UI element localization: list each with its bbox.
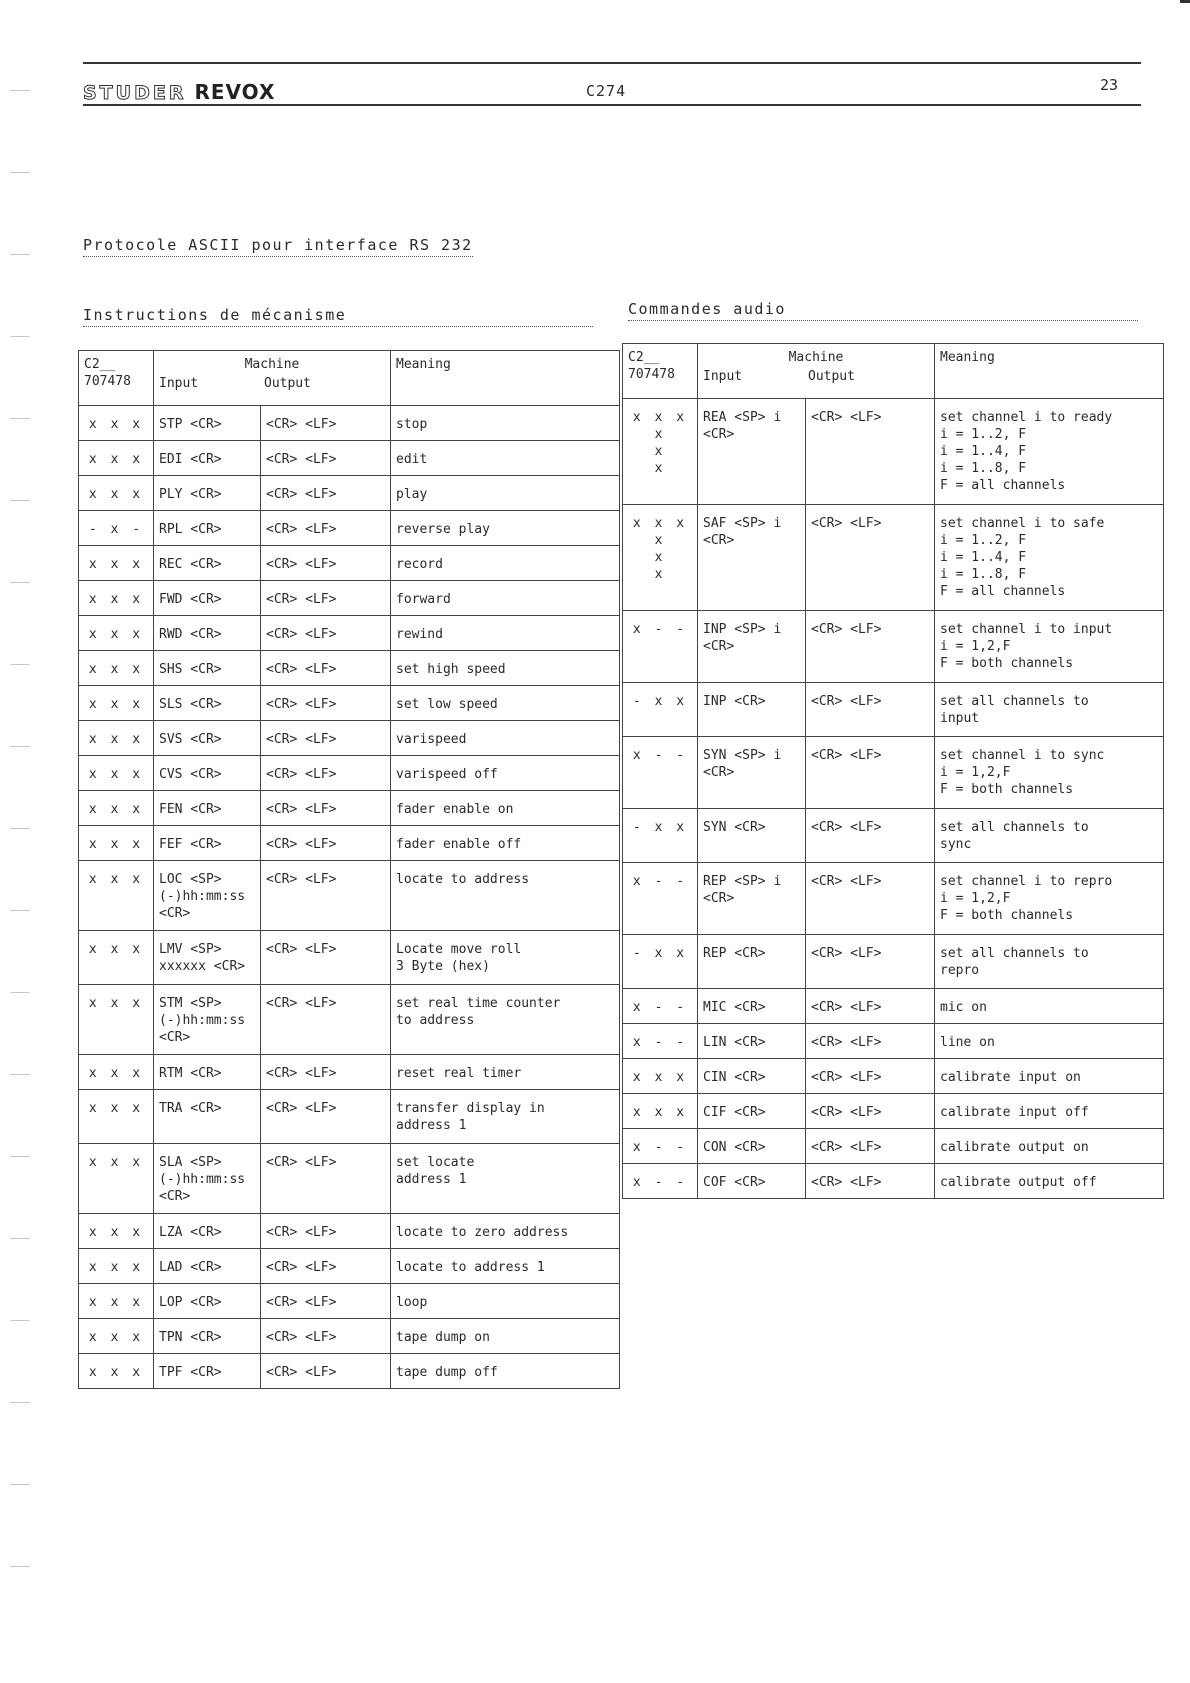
meaning-cell: Locate move roll 3 Byte (hex): [391, 931, 620, 985]
margin-tick: [10, 418, 30, 419]
meaning-cell: set channel i to sync i = 1,2,F F = both channels: [935, 737, 1164, 809]
table-row: [623, 935, 1164, 989]
meaning-cell: set low speed: [391, 686, 620, 721]
output-cell: <CR> <LF>: [261, 756, 391, 791]
table-row: [79, 406, 620, 441]
input-cell: INP <SP> i <CR>: [698, 611, 806, 683]
output-cell: <CR> <LF>: [261, 511, 391, 546]
output-cell: <CR> <LF>: [806, 935, 935, 989]
table-row: [623, 1164, 1164, 1199]
output-cell: <CR> <LF>: [261, 1249, 391, 1284]
table-row: [79, 721, 620, 756]
output-cell: <CR> <LF>: [261, 441, 391, 476]
meaning-cell: set all channels to repro: [935, 935, 1164, 989]
meaning-cell: stop: [391, 406, 620, 441]
models-cell: x x x: [623, 1059, 698, 1094]
table-row: [79, 441, 620, 476]
output-cell: <CR> <LF>: [806, 611, 935, 683]
output-cell: <CR> <LF>: [261, 826, 391, 861]
models-cell: x - -: [623, 1164, 698, 1199]
meaning-cell: set locate address 1: [391, 1144, 620, 1214]
margin-tick: [10, 336, 30, 337]
models-cell: x x x: [79, 1090, 154, 1144]
output-cell: <CR> <LF>: [806, 989, 935, 1024]
models-cell: x x x: [79, 721, 154, 756]
input-cell: STP <CR>: [154, 406, 261, 441]
models-cell: x x x: [79, 441, 154, 476]
models-cell: x x x: [79, 1249, 154, 1284]
meaning-cell: tape dump off: [391, 1354, 620, 1389]
output-cell: <CR> <LF>: [261, 861, 391, 931]
meaning-cell: forward: [391, 581, 620, 616]
models-cell: x x x: [79, 1319, 154, 1354]
meaning-cell: record: [391, 546, 620, 581]
meaning-cell: calibrate input off: [935, 1094, 1164, 1129]
input-cell: CVS <CR>: [154, 756, 261, 791]
meaning-cell: transfer display in address 1: [391, 1090, 620, 1144]
meaning-cell: set real time counter to address: [391, 985, 620, 1055]
margin-tick: [10, 172, 30, 173]
input-label: Input: [159, 376, 199, 391]
table-header-row: [623, 344, 1164, 399]
models-cell: x - -: [623, 863, 698, 935]
input-cell: TPN <CR>: [154, 1319, 261, 1354]
models-cell: x x x: [79, 1354, 154, 1389]
models-cell: x x x: [79, 546, 154, 581]
output-cell: <CR> <LF>: [806, 1129, 935, 1164]
meaning-cell: rewind: [391, 616, 620, 651]
mechanism-heading: Instructions de mécanisme: [83, 306, 593, 327]
table-row: [623, 1059, 1164, 1094]
models-cell: x - -: [623, 989, 698, 1024]
machine-label: Machine: [244, 357, 300, 372]
table-row: [79, 826, 620, 861]
meaning-cell: tape dump on: [391, 1319, 620, 1354]
meaning-cell: set channel i to input i = 1,2,F F = both channels: [935, 611, 1164, 683]
output-cell: <CR> <LF>: [261, 686, 391, 721]
meaning-cell: calibrate output on: [935, 1129, 1164, 1164]
table-row: [79, 581, 620, 616]
model-number: C274: [586, 82, 627, 100]
output-cell: <CR> <LF>: [806, 1164, 935, 1199]
input-cell: RPL <CR>: [154, 511, 261, 546]
table-row: [79, 1319, 620, 1354]
input-cell: TPF <CR>: [154, 1354, 261, 1389]
output-cell: <CR> <LF>: [261, 1144, 391, 1214]
margin-tick: [10, 582, 30, 583]
input-cell: RWD <CR>: [154, 616, 261, 651]
margin-tick: [10, 90, 30, 91]
table-row: [623, 809, 1164, 863]
margin-tick: [10, 746, 30, 747]
input-cell: LOC <SP> (-)hh:mm:ss <CR>: [154, 861, 261, 931]
models-cell: x - -: [623, 1129, 698, 1164]
input-cell: REA <SP> i <CR>: [698, 399, 806, 505]
output-cell: <CR> <LF>: [261, 1354, 391, 1389]
input-cell: TRA <CR>: [154, 1090, 261, 1144]
input-cell: REC <CR>: [154, 546, 261, 581]
table-row: [79, 1214, 620, 1249]
input-cell: RTM <CR>: [154, 1055, 261, 1090]
output-label: Output: [264, 376, 311, 391]
meaning-cell: play: [391, 476, 620, 511]
margin-ticks: [10, 0, 32, 1683]
table-row: [79, 1354, 620, 1389]
meaning-header: Meaning: [935, 344, 1164, 399]
input-cell: SHS <CR>: [154, 651, 261, 686]
models-cell: x x x: [79, 686, 154, 721]
output-cell: <CR> <LF>: [806, 1094, 935, 1129]
meaning-cell: set all channels to sync: [935, 809, 1164, 863]
output-cell: <CR> <LF>: [806, 399, 935, 505]
input-cell: LMV <SP> xxxxxx <CR>: [154, 931, 261, 985]
output-cell: <CR> <LF>: [806, 863, 935, 935]
meaning-cell: loop: [391, 1284, 620, 1319]
input-label: Input: [703, 369, 743, 384]
meaning-cell: set channel i to repro i = 1,2,F F = both channels: [935, 863, 1164, 935]
input-cell: REP <SP> i <CR>: [698, 863, 806, 935]
meaning-cell: mic on: [935, 989, 1164, 1024]
table-row: [79, 861, 620, 931]
output-cell: <CR> <LF>: [261, 1319, 391, 1354]
models-header: C2__ 707478: [79, 351, 154, 406]
meaning-cell: edit: [391, 441, 620, 476]
input-cell: SYN <CR>: [698, 809, 806, 863]
table-row: [79, 931, 620, 985]
output-cell: <CR> <LF>: [261, 406, 391, 441]
models-cell: x x x: [79, 406, 154, 441]
input-cell: SLS <CR>: [154, 686, 261, 721]
models-cell: x x x: [79, 616, 154, 651]
output-cell: <CR> <LF>: [261, 931, 391, 985]
meaning-header: Meaning: [391, 351, 620, 406]
table-row: [79, 686, 620, 721]
output-label: Output: [808, 369, 855, 384]
table-row: [623, 863, 1164, 935]
models-cell: x x x x x x: [623, 505, 698, 611]
margin-tick: [10, 254, 30, 255]
models-cell: - x x: [623, 809, 698, 863]
output-cell: <CR> <LF>: [261, 1090, 391, 1144]
models-cell: x x x: [79, 1144, 154, 1214]
models-cell: x x x: [79, 1284, 154, 1319]
output-cell: <CR> <LF>: [806, 1059, 935, 1094]
input-cell: STM <SP> (-)hh:mm:ss <CR>: [154, 985, 261, 1055]
meaning-cell: locate to address: [391, 861, 620, 931]
output-cell: <CR> <LF>: [261, 1055, 391, 1090]
margin-tick: [10, 664, 30, 665]
table-row: [623, 1024, 1164, 1059]
input-cell: REP <CR>: [698, 935, 806, 989]
output-cell: <CR> <LF>: [261, 985, 391, 1055]
table-row: [79, 791, 620, 826]
header-rule-top: [83, 62, 1141, 64]
margin-tick: [10, 992, 30, 993]
table-row: [623, 1094, 1164, 1129]
output-cell: <CR> <LF>: [261, 476, 391, 511]
meaning-cell: varispeed off: [391, 756, 620, 791]
models-cell: x x x: [79, 826, 154, 861]
models-cell: x x x: [79, 931, 154, 985]
output-cell: <CR> <LF>: [261, 546, 391, 581]
models-cell: x x x x x x: [623, 399, 698, 505]
output-cell: <CR> <LF>: [261, 1214, 391, 1249]
output-cell: <CR> <LF>: [806, 683, 935, 737]
models-cell: x x x: [79, 861, 154, 931]
input-cell: LZA <CR>: [154, 1214, 261, 1249]
table-row: [623, 399, 1164, 505]
meaning-cell: locate to zero address: [391, 1214, 620, 1249]
input-cell: SYN <SP> i <CR>: [698, 737, 806, 809]
input-cell: FEN <CR>: [154, 791, 261, 826]
table-row: [79, 1055, 620, 1090]
models-cell: x x x: [623, 1094, 698, 1129]
output-cell: <CR> <LF>: [261, 1284, 391, 1319]
margin-tick: [10, 1320, 30, 1321]
brand-studer: STUDER: [83, 82, 187, 104]
page-title: Protocole ASCII pour interface RS 232: [83, 236, 473, 257]
meaning-cell: reverse play: [391, 511, 620, 546]
meaning-cell: fader enable on: [391, 791, 620, 826]
table-row: [79, 1090, 620, 1144]
header-rule-bottom: [83, 104, 1141, 106]
models-cell: x x x: [79, 581, 154, 616]
margin-tick: [10, 828, 30, 829]
margin-tick: [10, 1074, 30, 1075]
margin-tick: [10, 910, 30, 911]
table-row: [79, 1249, 620, 1284]
margin-tick: [10, 1484, 30, 1485]
table-row: [623, 611, 1164, 683]
meaning-cell: calibrate input on: [935, 1059, 1164, 1094]
input-cell: SVS <CR>: [154, 721, 261, 756]
audio-table: [622, 343, 1164, 1199]
input-cell: COF <CR>: [698, 1164, 806, 1199]
table-row: [623, 1129, 1164, 1164]
output-cell: <CR> <LF>: [261, 721, 391, 756]
output-cell: <CR> <LF>: [806, 505, 935, 611]
input-cell: CON <CR>: [698, 1129, 806, 1164]
meaning-cell: calibrate output off: [935, 1164, 1164, 1199]
machine-header: [698, 344, 935, 399]
meaning-cell: set all channels to input: [935, 683, 1164, 737]
input-cell: CIN <CR>: [698, 1059, 806, 1094]
table-row: [623, 505, 1164, 611]
mechanism-table: [78, 350, 620, 1389]
models-cell: x x x: [79, 1055, 154, 1090]
meaning-cell: fader enable off: [391, 826, 620, 861]
input-cell: LIN <CR>: [698, 1024, 806, 1059]
input-cell: PLY <CR>: [154, 476, 261, 511]
input-cell: SAF <SP> i <CR>: [698, 505, 806, 611]
input-cell: SLA <SP> (-)hh:mm:ss <CR>: [154, 1144, 261, 1214]
meaning-cell: varispeed: [391, 721, 620, 756]
output-cell: <CR> <LF>: [806, 1024, 935, 1059]
output-cell: <CR> <LF>: [261, 651, 391, 686]
margin-tick: [10, 1156, 30, 1157]
models-cell: x - -: [623, 737, 698, 809]
output-cell: <CR> <LF>: [261, 791, 391, 826]
models-cell: x x x: [79, 476, 154, 511]
table-row: [623, 683, 1164, 737]
models-cell: x x x: [79, 651, 154, 686]
table-row: [79, 546, 620, 581]
table-row: [79, 616, 620, 651]
table-row: [79, 985, 620, 1055]
models-cell: x - -: [623, 611, 698, 683]
corner-mark: [1180, 0, 1190, 3]
page-number: 23: [1100, 76, 1119, 94]
output-cell: <CR> <LF>: [261, 581, 391, 616]
meaning-cell: set channel i to safe i = 1..2, F i = 1..4, F i = 1..8, F F = all channels: [935, 505, 1164, 611]
meaning-cell: set channel i to ready i = 1..2, F i = 1..4, F i = 1..8, F F = all channels: [935, 399, 1164, 505]
table-row: [79, 1284, 620, 1319]
brand-revox: REVOX: [194, 80, 276, 104]
output-cell: <CR> <LF>: [806, 737, 935, 809]
models-cell: x - -: [623, 1024, 698, 1059]
models-cell: - x x: [623, 935, 698, 989]
table-header-row: [79, 351, 620, 406]
meaning-cell: set high speed: [391, 651, 620, 686]
meaning-cell: reset real timer: [391, 1055, 620, 1090]
margin-tick: [10, 1402, 30, 1403]
meaning-cell: line on: [935, 1024, 1164, 1059]
margin-tick: [10, 1238, 30, 1239]
margin-tick: [10, 500, 30, 501]
models-cell: x x x: [79, 1214, 154, 1249]
models-header: C2__ 707478: [623, 344, 698, 399]
input-cell: EDI <CR>: [154, 441, 261, 476]
brand-logo: [83, 80, 275, 104]
models-cell: x x x: [79, 791, 154, 826]
input-cell: CIF <CR>: [698, 1094, 806, 1129]
input-cell: FWD <CR>: [154, 581, 261, 616]
machine-header: [154, 351, 391, 406]
models-cell: - x x: [623, 683, 698, 737]
models-cell: x x x: [79, 756, 154, 791]
input-cell: LAD <CR>: [154, 1249, 261, 1284]
input-cell: LOP <CR>: [154, 1284, 261, 1319]
table-row: [79, 511, 620, 546]
table-row: [79, 651, 620, 686]
table-row: [79, 476, 620, 511]
models-cell: x x x: [79, 985, 154, 1055]
output-cell: <CR> <LF>: [806, 809, 935, 863]
machine-label: Machine: [788, 350, 844, 365]
input-cell: FEF <CR>: [154, 826, 261, 861]
margin-tick: [10, 1566, 30, 1567]
output-cell: <CR> <LF>: [261, 616, 391, 651]
table-row: [79, 1144, 620, 1214]
table-row: [79, 756, 620, 791]
meaning-cell: locate to address 1: [391, 1249, 620, 1284]
input-cell: INP <CR>: [698, 683, 806, 737]
audio-heading: Commandes audio: [628, 300, 1138, 321]
table-row: [623, 737, 1164, 809]
input-cell: MIC <CR>: [698, 989, 806, 1024]
models-cell: - x -: [79, 511, 154, 546]
table-row: [623, 989, 1164, 1024]
